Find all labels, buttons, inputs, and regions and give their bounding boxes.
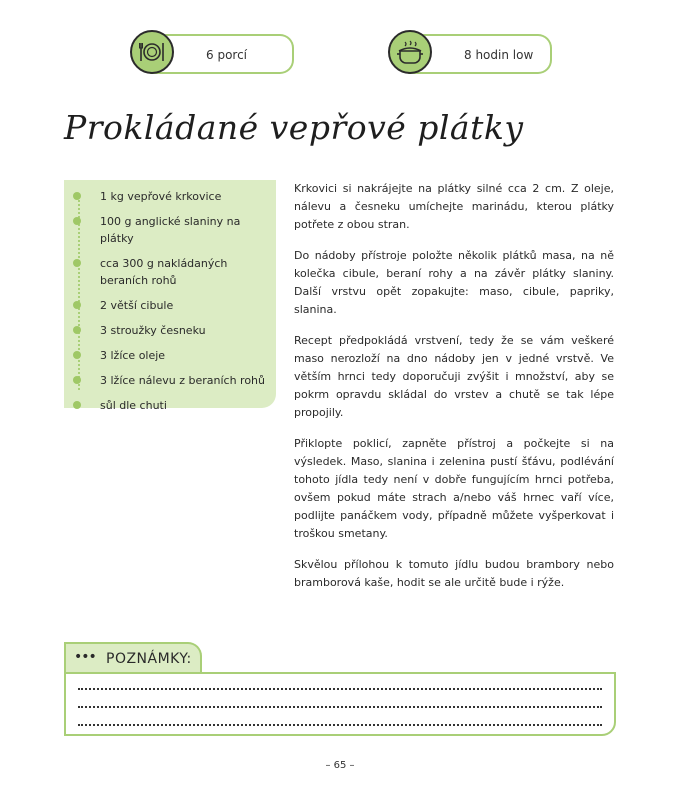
notes-header bbox=[64, 642, 202, 674]
slow-cooker-icon bbox=[388, 30, 432, 74]
cooking-time-label: 8 hodin low bbox=[464, 48, 534, 62]
bullet-dot-icon bbox=[73, 192, 81, 200]
instruction-paragraph: Skvělou přílohou k tomuto jídlu budou brambory nebo bramborová kaše, hodit se ale určitě bude i rýže. bbox=[294, 558, 614, 589]
ingredient-item: 3 lžíce oleje bbox=[64, 347, 276, 364]
bullet-dot-icon bbox=[73, 326, 81, 334]
notes-line bbox=[78, 706, 602, 708]
ingredient-item: sůl dle chuti bbox=[64, 397, 276, 414]
instruction-paragraph: Přiklopte poklicí, zapněte přístroj a počkejte si na výsledek. Maso, slanina i zelenina pustí šťávu, podlévání tohoto jídla tedy není v dobře fungujícím hrnci potřeba, ovšem pokud máte strach a/nebo váš hrnec vaří více, podlijte panáčkem vody, případně můžete vyšperkovat i troškou smetany. bbox=[294, 437, 614, 540]
bullet-dot-icon bbox=[73, 376, 81, 384]
ingredient-item: 100 g anglické slaniny na plátky bbox=[64, 213, 276, 247]
instruction-paragraph: Krkovici si nakrájejte na plátky silné cca 2 cm. Z oleje, nálevu a česneku umíchejte marinádu, kterou plátky potřete z obou stran. bbox=[294, 182, 614, 231]
notes-area bbox=[64, 672, 616, 736]
servings-badge bbox=[150, 34, 294, 74]
recipe-title: Prokládané vepřové plátky bbox=[64, 108, 524, 147]
instruction-paragraph: Recept předpokládá vrstvení, tedy že se vám veškeré maso nerozloží na dno nádoby jen v jedné vrstvě. Ve větším hrnci tedy doporučuji zvýšit i množství, aby se pokrm opravdu skládal do vrstev a chutě se tak lépe propojily. bbox=[294, 334, 614, 419]
ingredient-item: 3 lžíce nálevu z beraních rohů bbox=[64, 372, 276, 389]
bullet-dot-icon bbox=[73, 401, 81, 409]
ingredients-list bbox=[64, 180, 276, 412]
bullet-dot-icon bbox=[73, 259, 81, 267]
ingredient-item: 3 stroužky česneku bbox=[64, 322, 276, 339]
notes-label: POZNÁMKY: bbox=[106, 651, 192, 667]
recipe-instructions bbox=[294, 180, 614, 605]
bullet-dot-icon bbox=[73, 217, 81, 225]
dots-icon: ••• bbox=[74, 649, 96, 665]
servings-label: 6 porcí bbox=[206, 48, 248, 62]
page-number: – 65 – bbox=[325, 760, 355, 771]
ingredient-item: 2 větší cibule bbox=[64, 297, 276, 314]
cooking-time-badge bbox=[408, 34, 552, 74]
notes-line bbox=[78, 688, 602, 690]
instruction-paragraph: Do nádoby přístroje položte několik plátků masa, na ně kolečka cibule, beraní rohy a na závěr plátky slaniny. Další vrstvu opět zopakujte: maso, cibule, papriky, slanina. bbox=[294, 249, 614, 316]
bullet-dot-icon bbox=[73, 351, 81, 359]
ingredient-item: cca 300 g nakládaných beraních rohů bbox=[64, 255, 276, 289]
ingredient-item: 1 kg vepřové krkovice bbox=[64, 188, 276, 205]
notes-line bbox=[78, 724, 602, 726]
plate-cutlery-icon bbox=[130, 30, 174, 74]
bullet-dot-icon bbox=[73, 301, 81, 309]
